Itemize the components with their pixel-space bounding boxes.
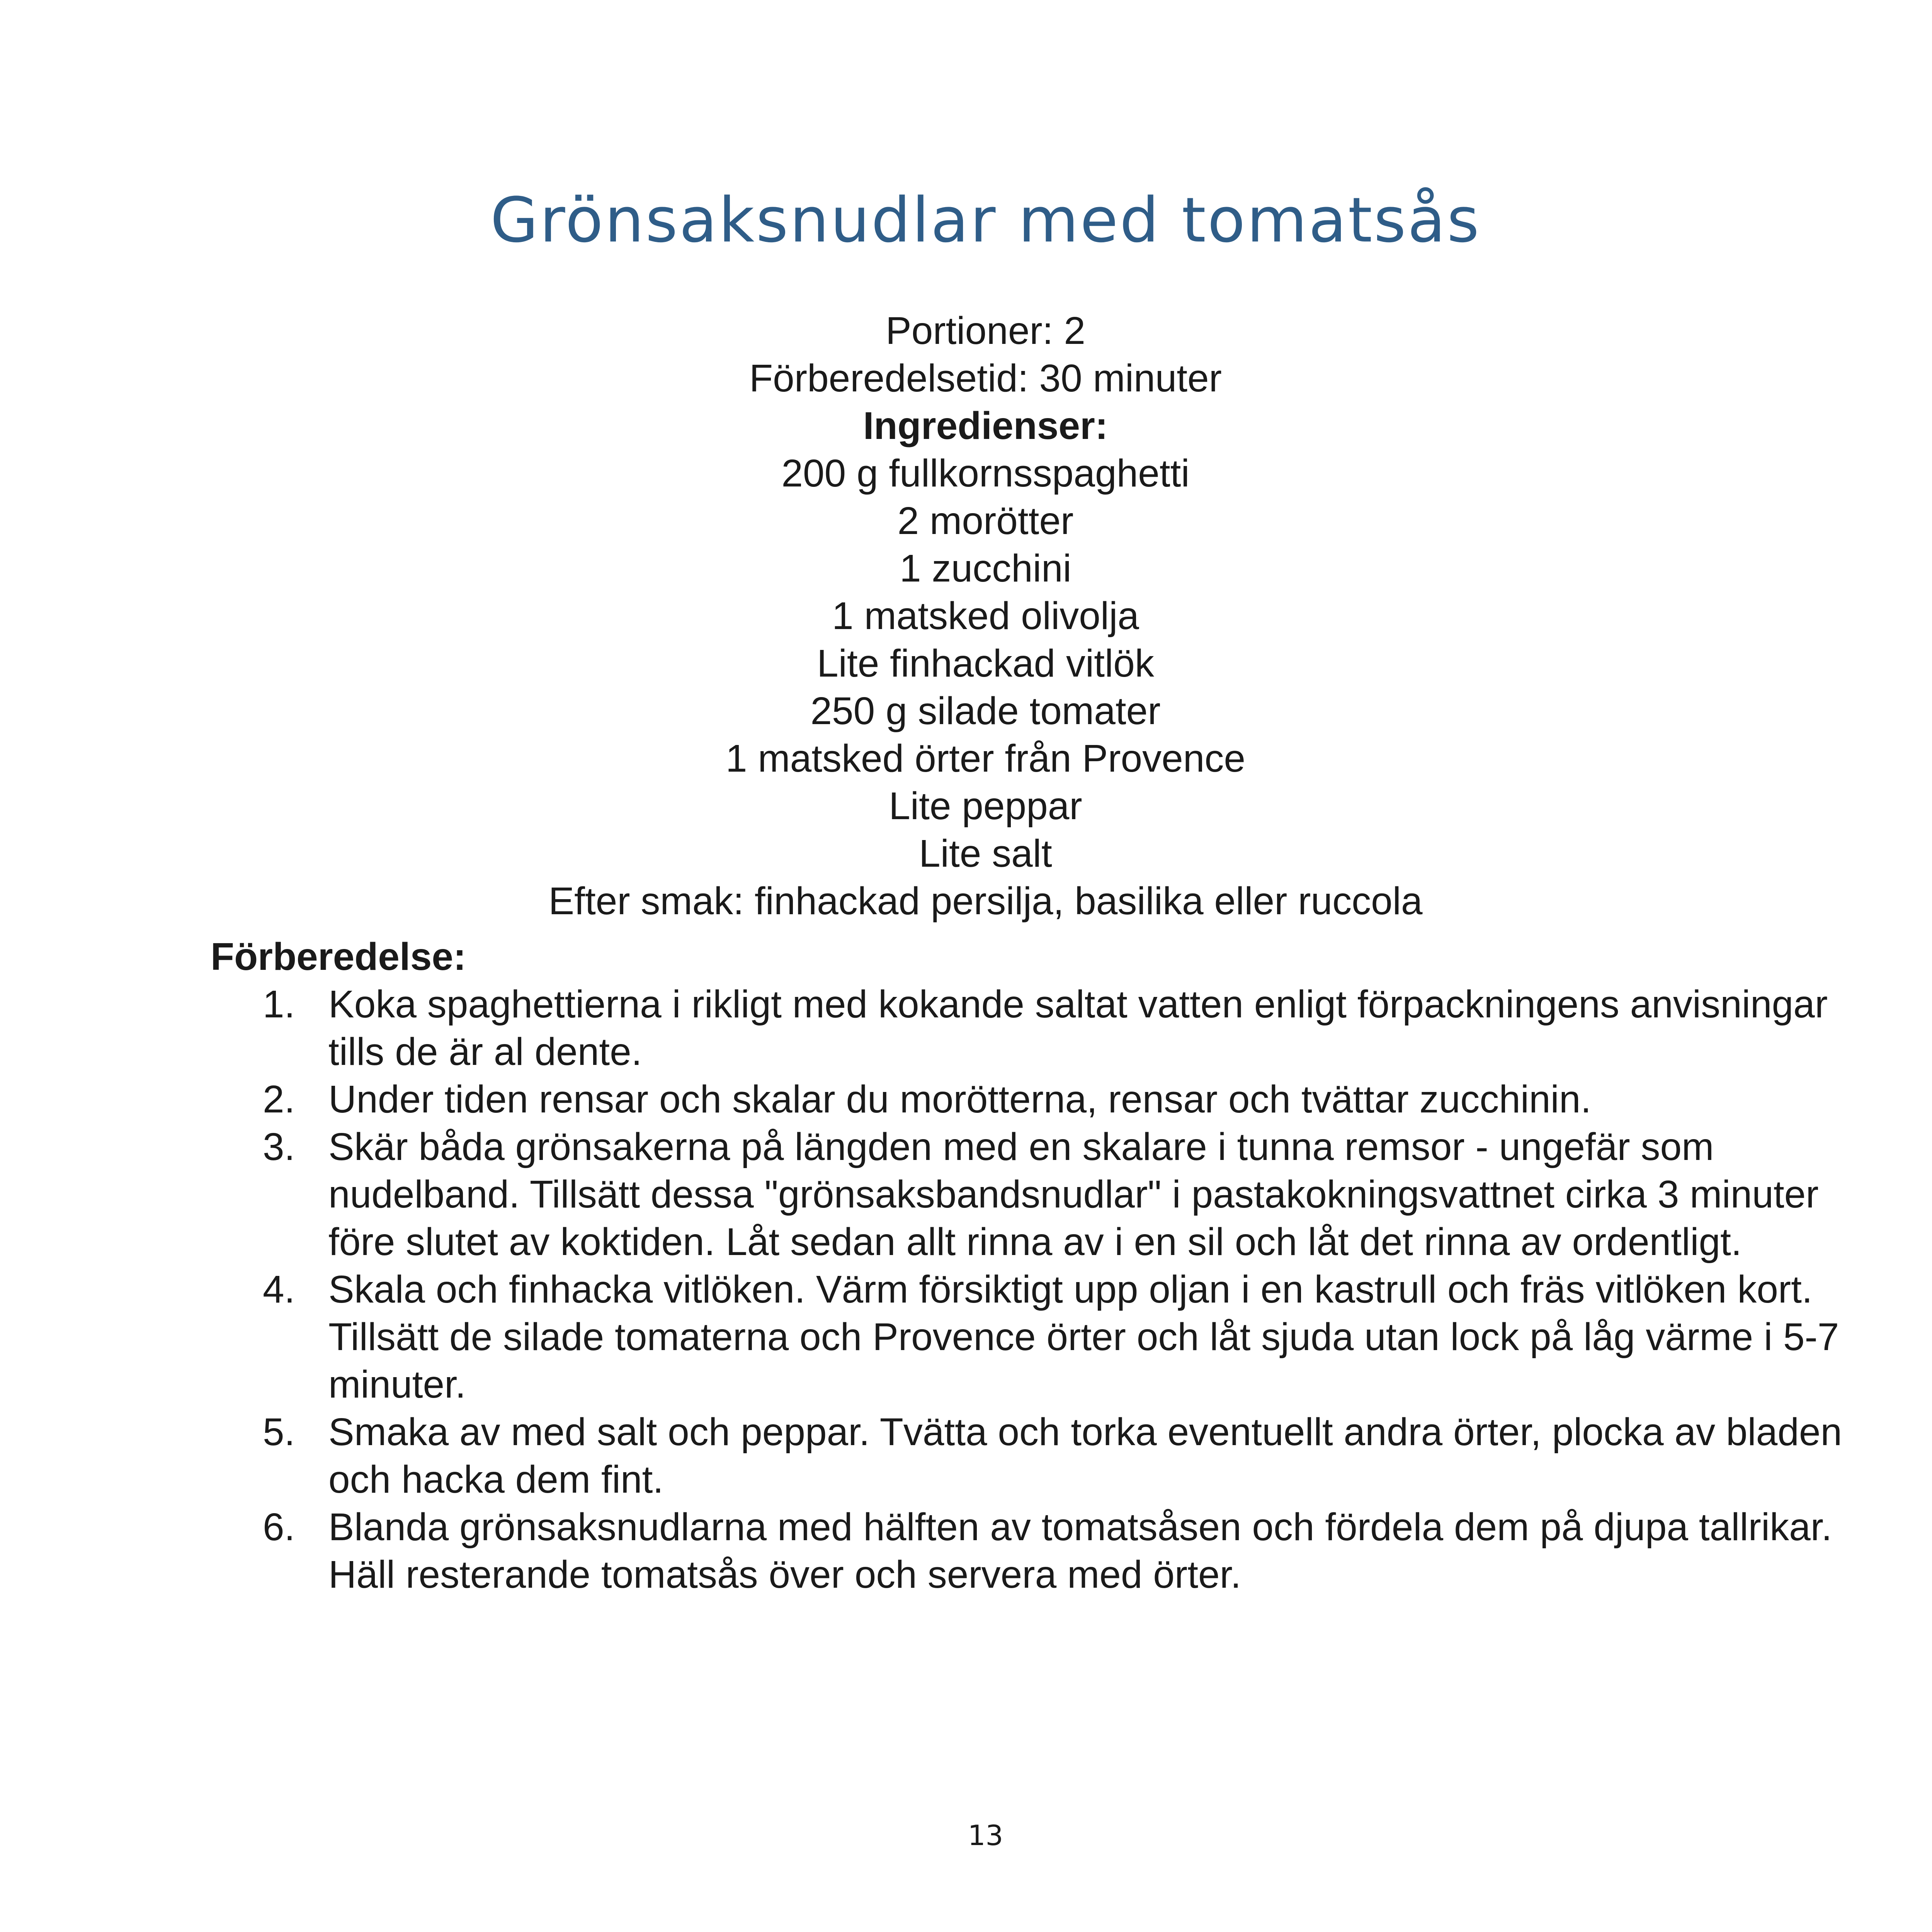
ingredient-item: 250 g silade tomater xyxy=(810,689,1161,733)
ingredient-item: 1 matsked olivolja xyxy=(832,594,1139,638)
step-item xyxy=(263,981,1847,1076)
step-item xyxy=(263,1076,1847,1123)
step-number: 2. xyxy=(263,1078,295,1121)
step-item xyxy=(263,1408,1847,1503)
ingredient-item: 1 zucchini xyxy=(900,547,1071,590)
ingredient-item: Lite finhackad vitlök xyxy=(817,642,1154,685)
step-number: 3. xyxy=(263,1125,295,1168)
step-number: 1. xyxy=(263,983,295,1026)
step-text: Skär båda grönsakerna på längden med en skalare i tunna remsor - ungefär som nudelband. Tillsätt dessa "grönsaksbandsnudlar" i pastakokningsvattnet cirka 3 minuter före slutet av koktiden. Låt sedan allt rinna av i en sil och låt det rinna av ordentligt. xyxy=(328,1125,1819,1264)
recipe-title: Grönsaksnudlar med tomatsås xyxy=(490,184,1481,256)
step-text: Blanda grönsaksnudlarna med hälften av tomatsåsen och fördela dem på djupa tallrikar. Häll resterande tomatsås över och servera med örter. xyxy=(328,1505,1832,1596)
recipe-meta xyxy=(0,307,1932,925)
step-number: 4. xyxy=(263,1268,295,1311)
ingredient-item: 2 morötter xyxy=(897,499,1074,543)
step-text: Smaka av med salt och peppar. Tvätta och torka eventuellt andra örter, plocka av bladen och hacka dem fint. xyxy=(328,1410,1842,1501)
ingredients-heading: Ingredienser: xyxy=(863,404,1108,447)
step-item xyxy=(263,1123,1847,1266)
step-number: 5. xyxy=(263,1410,295,1454)
servings: Portioner: 2 xyxy=(886,309,1085,352)
step-text: Koka spaghettierna i rikligt med kokande saltat vatten enligt förpackningens anvisningar tills de är al dente. xyxy=(328,983,1828,1073)
ingredient-item: 1 matsked örter från Provence xyxy=(725,737,1246,780)
step-item xyxy=(263,1503,1847,1599)
step-item xyxy=(263,1266,1847,1408)
ingredient-item: Lite salt xyxy=(919,832,1052,875)
page-number: 13 xyxy=(968,1819,1003,1852)
prep-time: Förberedelsetid: 30 minuter xyxy=(749,357,1222,400)
step-text: Skala och finhacka vitlöken. Värm försiktigt upp oljan i en kastrull och fräs vitlöken kort. Tillsätt de silade tomaterna och Provence örter och låt sjuda utan lock på låg värme i 5-7 minuter. xyxy=(328,1268,1839,1406)
ingredient-item: Efter smak: finhackad persilja, basilika eller ruccola xyxy=(548,879,1423,923)
step-number: 6. xyxy=(263,1505,295,1549)
ingredient-item: Lite peppar xyxy=(889,784,1082,828)
preparation-steps xyxy=(263,981,1847,1599)
step-text: Under tiden rensar och skalar du morötterna, rensar och tvättar zucchinin. xyxy=(328,1078,1592,1121)
ingredient-item: 200 g fullkornsspaghetti xyxy=(781,452,1190,495)
ingredient-list xyxy=(0,450,1932,925)
preparation-heading: Förberedelse: xyxy=(211,935,466,978)
